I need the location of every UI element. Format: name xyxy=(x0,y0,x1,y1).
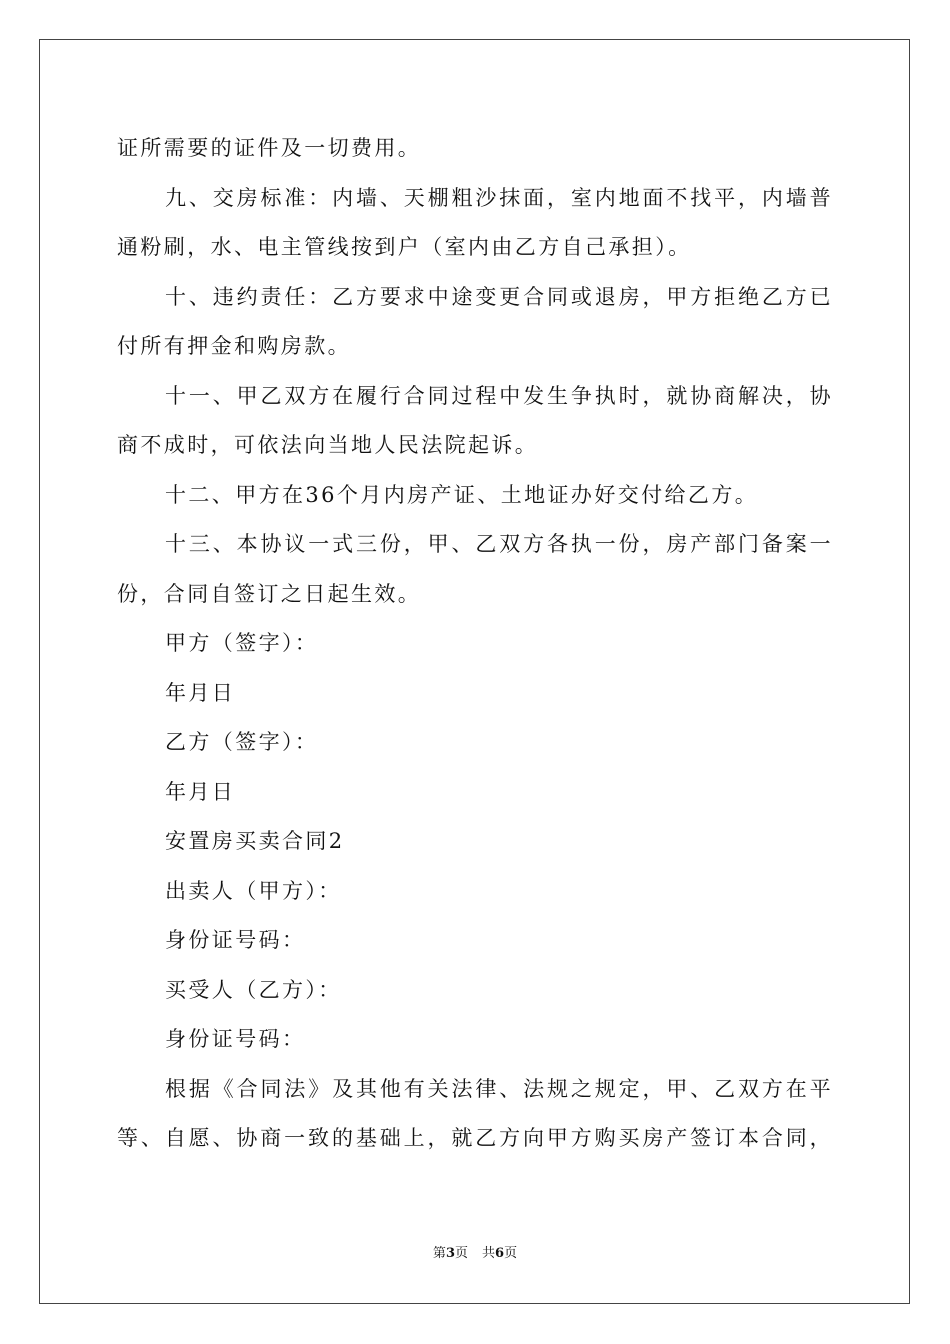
text-line: 身份证号码： xyxy=(165,1027,306,1051)
text-line: 年月日 xyxy=(165,680,236,705)
text-line: 出卖人（甲方）： xyxy=(165,878,342,903)
text-line: 等、自愿、协商一致的基础上，就乙方向甲方购买房产签订本合同， xyxy=(117,1126,833,1150)
document-body xyxy=(117,124,833,1164)
text-line: 商不成时，可依法向当地人民法院起诉。 xyxy=(117,433,539,457)
footer-page-suffix: 页 xyxy=(454,1246,468,1261)
text-line: 安置房买卖合同2 xyxy=(165,829,345,853)
text-line: 身份证号码： xyxy=(165,928,306,952)
footer-total-prefix: 共 xyxy=(482,1246,496,1261)
text-line: 根据《合同法》及其他有关法律、法规之规定，甲、乙双方在平 xyxy=(165,1076,833,1101)
footer-page-number: 3 xyxy=(445,1246,455,1261)
text-line: 甲方（签字）： xyxy=(165,631,319,655)
text-line: 年月日 xyxy=(165,779,236,804)
page-footer xyxy=(0,1245,950,1263)
text-line: 十一、甲乙双方在履行合同过程中发生争执时，就协商解决，协 xyxy=(165,383,833,408)
text-line: 通粉刷，水、电主管线按到户（室内由乙方自己承担）。 xyxy=(117,235,692,259)
text-line: 九、交房标准：内墙、天棚粗沙抹面，室内地面不找平，内墙普 xyxy=(165,185,833,210)
text-line: 十二、甲方在36个月内房产证、土地证办好交付给乙方。 xyxy=(165,482,759,507)
text-line: 十三、本协议一式三份，甲、乙双方各执一份，房产部门备案一 xyxy=(165,532,833,556)
footer-total-pages: 6 xyxy=(495,1246,505,1261)
text-line: 证所需要的证件及一切费用。 xyxy=(117,136,422,160)
text-line: 份，合同自签订之日起生效。 xyxy=(117,581,422,606)
footer-page-prefix: 第 xyxy=(432,1246,446,1261)
footer-total-suffix: 页 xyxy=(504,1246,518,1261)
text-line: 乙方（签字）： xyxy=(165,730,319,754)
text-line: 十、违约责任：乙方要求中途变更合同或退房，甲方拒绝乙方已 xyxy=(165,284,833,309)
text-line: 买受人（乙方）： xyxy=(165,977,342,1002)
text-line: 付所有押金和购房款。 xyxy=(117,334,351,358)
